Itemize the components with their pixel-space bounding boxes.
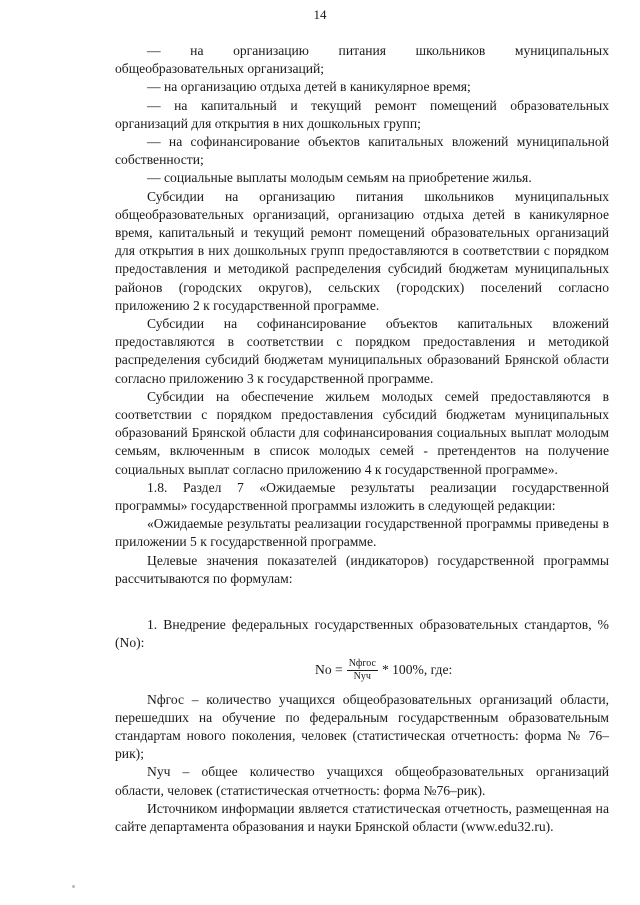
document-body (115, 42, 609, 836)
formula-rhs: * 100%, где: (381, 662, 453, 678)
definition: Nфгос – количество учащихся общеобразовательных организаций области, перешедших на обучение по федеральным государственным образовательным стандартам нового поколения, человек (статистическая отчетность: форма № 76–рик); (115, 691, 609, 762)
spacer (115, 588, 609, 616)
scan-speck (72, 885, 75, 888)
source-note: Источником информации является статистическая отчетность, размещенная на сайте департамента образования и науки Брянской области (www.edu32.ru). (115, 800, 609, 834)
formula (315, 655, 609, 687)
bullet-item: — на капитальный и текущий ремонт помещений образовательных организаций для открытия в них дошкольных групп; (115, 97, 609, 131)
paragraph: Целевые значения показателей (индикаторов) государственной программы рассчитываются по формулам: (115, 552, 609, 586)
indicator-item: 1. Внедрение федеральных государственных образовательных стандартов, % (No): (115, 617, 609, 651)
bullet-item: — социальные выплаты молодым семьям на приобретение жилья. (147, 170, 532, 186)
bullet-item: — на организацию питания школьников муниципальных общеобразовательных организаций; (115, 43, 609, 77)
paragraph: Субсидии на обеспечение жильем молодых семей предоставляются в соответствии с порядком предоставления субсидий бюджетам муниципальных образований Брянской области для софинансирования социальных выплат молодым семьям, включенным в список молодых семей - претендентов на получение социальных выплат согласно приложению 4 к государственной программе». (115, 388, 609, 477)
formula-fraction (347, 658, 378, 683)
formula-numerator: Nфгос (348, 658, 376, 669)
page-number: 14 (313, 7, 327, 22)
paragraph: 1.8. Раздел 7 «Ожидаемые результаты реализации государственной программы» государственной программы изложить в следующей редакции: (115, 479, 609, 514)
definition: Nуч – общее количество учащихся общеобразовательных организаций области, человек (статистическая отчетность: форма №76–рик). (115, 764, 609, 798)
paragraph: «Ожидаемые результаты реализации государственной программы приведены в приложении 5 к государственной программе. (115, 516, 609, 550)
formula-lhs: No = (315, 662, 343, 678)
formula-denominator: Nуч (353, 671, 371, 682)
bullet-item: — на организацию отдыха детей в каникулярное время; (147, 79, 471, 95)
bullet-item: — на софинансирование объектов капитальных вложений муниципальной собственности; (115, 134, 609, 168)
paragraph: Субсидии на организацию питания школьников муниципальных общеобразовательных организаций, организацию отдыха детей в каникулярное время, капитальный и текущий ремонт помещений образовательных организаций для открытия в них дошкольных групп предоставляются в соответствии с порядком предоставления и методикой распределения субсидий бюджетам муниципальных районов (городских округов), сельских (городских) поселений согласно приложению 2 к государственной программе. (115, 188, 609, 313)
paragraph: Субсидии на софинансирование объектов капитальных вложений предоставляются в соответствии с порядком предоставления и методикой распределения субсидий бюджетам муниципальных образований Брянской области согласно приложению 3 к государственной программе. (115, 316, 609, 386)
